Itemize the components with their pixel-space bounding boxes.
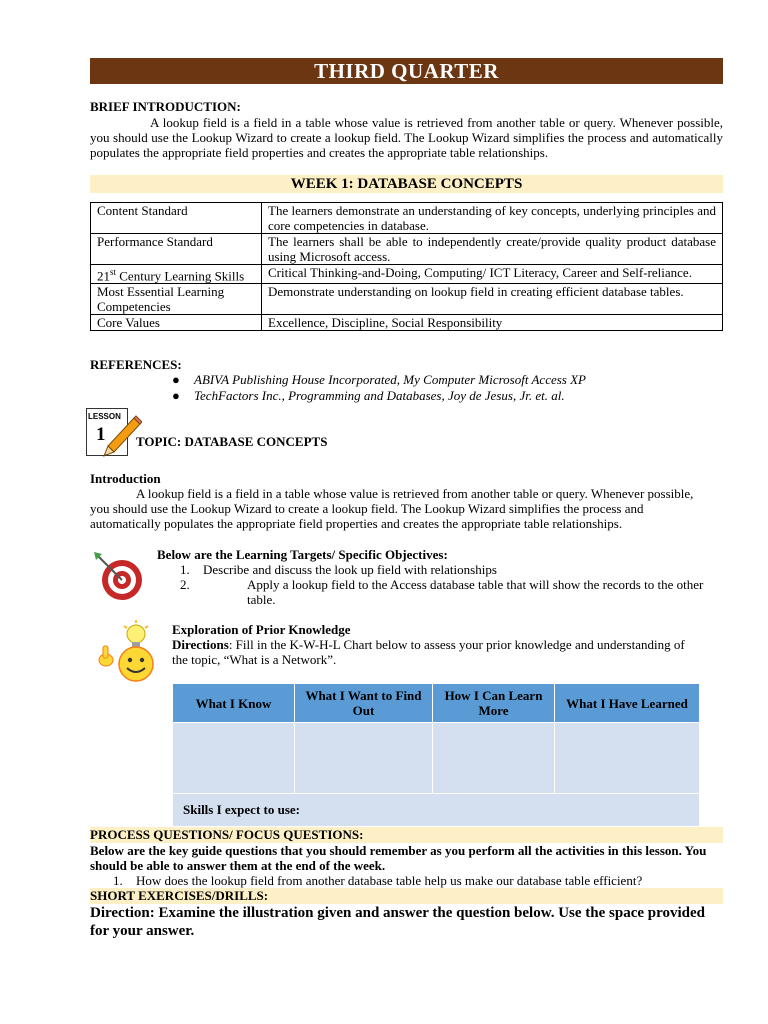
kwhl-header: What I Know	[173, 684, 295, 723]
reference-text: TechFactors Inc., Programming and Databases, Joy de Jesus, Jr. et. al.	[194, 388, 565, 403]
bullet-icon: ●	[172, 388, 180, 403]
standards-table	[90, 202, 723, 331]
target-num: 1.	[180, 562, 190, 577]
kwhl-cell-want[interactable]	[295, 723, 433, 794]
kwhl-skills-cell[interactable]: Skills I expect to use:	[173, 794, 700, 827]
standard-value: Critical Thinking-and-Doing, Computing/ ICT Literacy, Career and Self-reliance.	[262, 265, 723, 284]
page-banner: THIRD QUARTER	[90, 58, 723, 84]
question-num: 1.	[113, 873, 123, 888]
direction-text	[90, 904, 723, 940]
table-row	[91, 203, 723, 234]
lesson-number: 1	[96, 424, 106, 445]
reference-item	[172, 372, 586, 388]
standard-label: Core Values	[91, 315, 262, 331]
table-row	[91, 234, 723, 265]
standard-value: Demonstrate understanding on lookup field in creating efficient database tables.	[262, 284, 723, 315]
references-heading: REFERENCES:	[90, 357, 182, 372]
lesson-label: LESSON	[88, 412, 121, 421]
target-icon	[92, 550, 144, 602]
table-row	[173, 684, 700, 723]
table-row	[91, 265, 723, 284]
reference-item	[172, 388, 565, 404]
standard-label: Content Standard	[91, 203, 262, 234]
table-row	[91, 315, 723, 331]
bullet-icon: ●	[172, 372, 180, 387]
standard-label: Most Essential Learning Competencies	[91, 284, 262, 315]
standard-value: The learners shall be able to independently create/provide quality product database using Microsoft access.	[262, 234, 723, 265]
intro-heading: Introduction	[90, 471, 161, 486]
directions-body: : Fill in the K-W-H-L Chart below to assess your prior knowledge and understanding of the topic, “What is a Network”.	[172, 637, 685, 667]
table-row	[173, 723, 700, 794]
kwhl-header: What I Want to Find Out	[295, 684, 433, 723]
kwhl-chart	[172, 683, 700, 827]
standard-value: The learners demonstrate an understanding of key concepts, underlying principles and core competencies in database.	[262, 203, 723, 234]
directions-text	[172, 637, 692, 667]
label-part: 21	[97, 268, 110, 284]
target-text: Apply a lookup field to the Access database table that will show the records to the other table.	[247, 577, 704, 607]
question-text: How does the lookup field from another database table help us make our database table efficient?	[136, 873, 643, 888]
direction-body: Examine the illustration given and answer the question below. Use the space provided for your answer.	[90, 905, 706, 939]
standard-label: Performance Standard	[91, 234, 262, 265]
week-title: WEEK 1: DATABASE CONCEPTS	[90, 175, 723, 193]
targets-heading: Below are the Learning Targets/ Specific Objectives:	[157, 547, 448, 562]
label-part: Century Learning Skills	[116, 268, 245, 284]
kwhl-header: How I Can Learn More	[433, 684, 555, 723]
idea-smiley-icon	[94, 620, 160, 684]
brief-intro-text: A lookup field is a field in a table whose value is retrieved from another table or query. Whenever possible, you should use the Lookup Wizard to create a lookup field. The Lookup Wizard simplifies the process and automatically populates the appropriate field properties and creates the appropriate table relationships.	[90, 115, 723, 160]
process-heading: PROCESS QUESTIONS/ FOCUS QUESTIONS:	[90, 827, 723, 843]
kwhl-cell-know[interactable]	[173, 723, 295, 794]
target-num: 2.	[180, 577, 190, 592]
directions-label: Directions	[172, 637, 229, 652]
target-text: Describe and discuss the look up field with relationships	[203, 562, 497, 577]
standard-value: Excellence, Discipline, Social Responsibility	[262, 315, 723, 331]
intro-text: A lookup field is a field in a table whose value is retrieved from another table or query. Whenever possible, you should use the Lookup Wizard to create a lookup field. The Lookup Wizard simplifies the process and automatically populates the appropriate field properties and creates the appropriate table relationships.	[90, 486, 694, 531]
reference-text: ABIVA Publishing House Incorporated, My Computer Microsoft Access XP	[194, 372, 586, 387]
table-row	[91, 284, 723, 315]
table-row	[173, 794, 700, 827]
exploration-heading: Exploration of Prior Knowledge	[172, 622, 351, 637]
standard-label	[91, 265, 262, 284]
short-exercises-heading: SHORT EXERCISES/DRILLS:	[90, 888, 723, 904]
process-text: Below are the key guide questions that you should remember as you perform all the activities in this lesson. You should be able to answer them at the end of the week.	[90, 843, 707, 873]
kwhl-cell-learned[interactable]	[555, 723, 700, 794]
kwhl-header: What I Have Learned	[555, 684, 700, 723]
label-superscript: st	[110, 267, 117, 277]
direction-label: Direction:	[90, 905, 155, 921]
kwhl-cell-how[interactable]	[433, 723, 555, 794]
brief-intro-heading: BRIEF INTRODUCTION:	[90, 99, 241, 114]
lesson-topic: TOPIC: DATABASE CONCEPTS	[136, 434, 328, 449]
